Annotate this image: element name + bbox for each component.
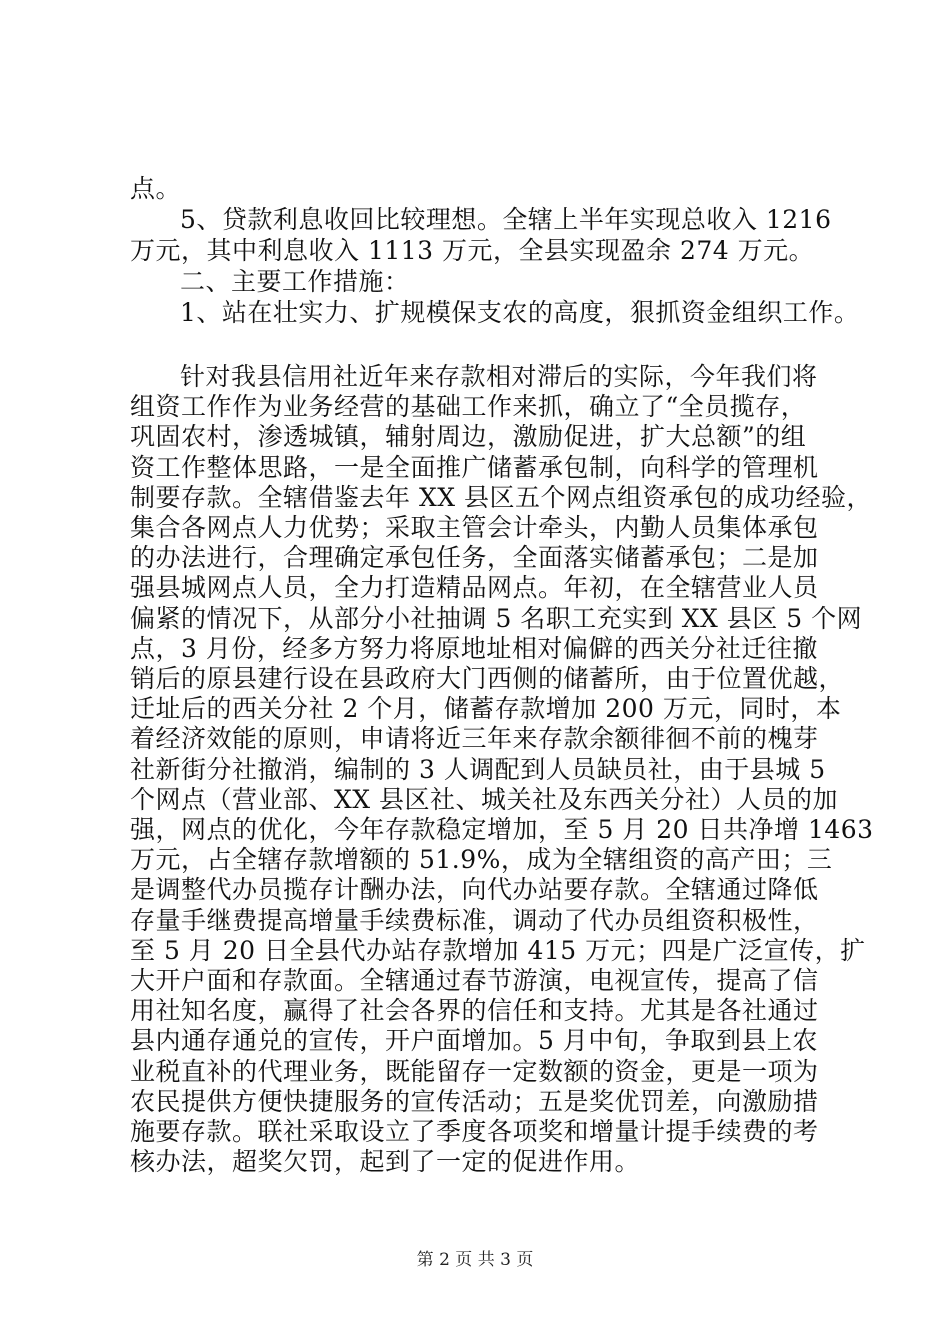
text-line: 万元，占全辖存款增额的 51.9%，成为全辖组资的高产田；三 bbox=[130, 845, 833, 874]
text-line: 县内通存通兑的宣传，开户面增加。5 月中旬，争取到县上农 bbox=[130, 1026, 818, 1055]
text-line: 针对我县信用社近年来存款相对滞后的实际，今年我们将 bbox=[180, 362, 818, 391]
text-line: 核办法，超奖欠罚，起到了一定的促进作用。 bbox=[130, 1147, 641, 1176]
text-line: 销后的原县建行设在县政府大门西侧的储蓄所，由于位置优越， bbox=[130, 664, 845, 693]
text-line: 集合各网点人力优势；采取主管会计牵头，内勤人员集体承包 bbox=[130, 513, 819, 542]
text-line: 偏紧的情况下，从部分小社抽调 5 名职工充实到 XX 县区 5 个网 bbox=[130, 604, 863, 633]
section-heading: 二、主要工作措施： bbox=[180, 267, 410, 296]
text-line: 大开户面和存款面。全辖通过春节游演，电视宣传，提高了信 bbox=[130, 966, 819, 995]
text-line: 资工作整体思路，一是全面推广储蓄承包制，向科学的管理机 bbox=[130, 453, 819, 482]
page-footer: 第 2 页 共 3 页 bbox=[416, 1250, 534, 1270]
text-line: 的办法进行，合理确定承包任务，全面落实储蓄承包；二是加 bbox=[130, 543, 819, 572]
text-line: 社新街分社撤消，编制的 3 人调配到人员缺员社，由于县城 5 bbox=[130, 755, 826, 784]
text-line: 巩固农村，渗透城镇，辅射周边，激励促进，扩大总额”的组 bbox=[130, 422, 807, 451]
subsection-heading: 1、站在壮实力、扩规模保支农的高度，狠抓资金组织工作。 bbox=[180, 298, 860, 327]
text-line: 个网点（营业部、XX 县区社、城关社及东西关分社）人员的加 bbox=[130, 785, 839, 814]
text-line: 5、贷款利息收回比较理想。全辖上半年实现总收入 1216 bbox=[180, 205, 832, 234]
text-line: 是调整代办员揽存计酬办法，向代办站要存款。全辖通过降低 bbox=[130, 875, 819, 904]
text-line: 迁址后的西关分社 2 个月，储蓄存款增加 200 万元，同时，本 bbox=[130, 694, 842, 723]
text-line: 至 5 月 20 日全县代办站存款增加 415 万元；四是广泛宣传，扩 bbox=[130, 936, 866, 965]
text-line: 着经济效能的原则，申请将近三年来存款余额徘徊不前的槐芽 bbox=[130, 724, 819, 753]
text-line: 农民提供方便快捷服务的宣传活动；五是奖优罚差，向激励措 bbox=[130, 1087, 819, 1116]
text-line: 业税直补的代理业务，既能留存一定数额的资金，更是一项为 bbox=[130, 1057, 819, 1086]
text-line: 点，3 月份，经多方努力将原地址相对偏僻的西关分社迁往撤 bbox=[130, 634, 818, 663]
text-line: 强县城网点人员，全力打造精品网点。年初，在全辖营业人员 bbox=[130, 573, 819, 602]
text-line: 施要存款。联社采取设立了季度各项奖和增量计提手续费的考 bbox=[130, 1117, 819, 1146]
text-line: 强，网点的优化，今年存款稳定增加，至 5 月 20 日共净增 1463 bbox=[130, 815, 874, 844]
text-line: 组资工作作为业务经营的基础工作来抓，确立了“全员揽存， bbox=[130, 392, 807, 421]
text-line: 制要存款。全辖借鉴去年 XX 县区五个网点组资承包的成功经验， bbox=[130, 483, 872, 512]
text-line: 万元，其中利息收入 1113 万元，全县实现盈余 274 万元。 bbox=[130, 236, 815, 265]
text-line: 用社知名度，赢得了社会各界的信任和支持。尤其是各社通过 bbox=[130, 996, 819, 1025]
text-line: 存量手继费提高增量手续费标准，调动了代办员组资积极性， bbox=[130, 906, 819, 935]
text-line: 点。 bbox=[130, 174, 182, 203]
